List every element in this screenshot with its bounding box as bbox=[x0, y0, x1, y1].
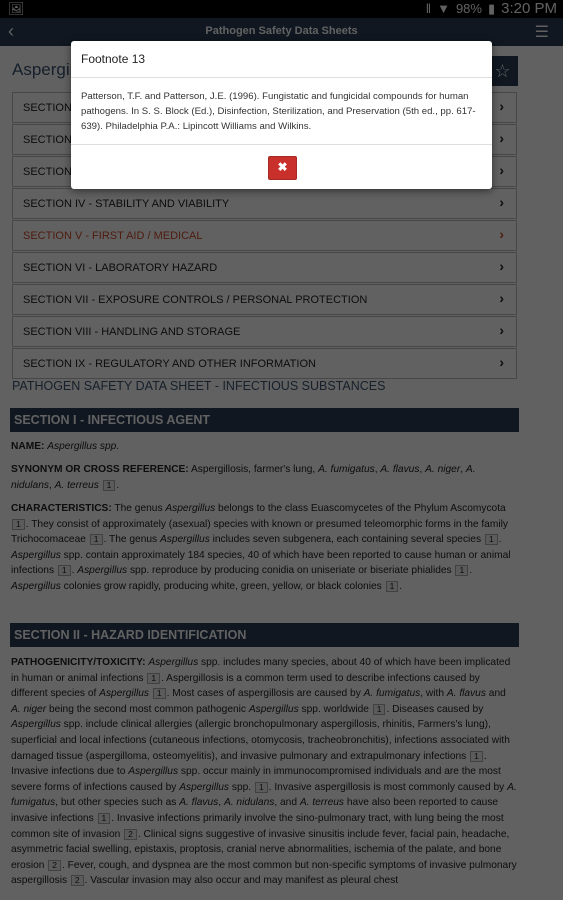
close-icon: ✖ bbox=[277, 160, 288, 174]
divider bbox=[71, 77, 492, 78]
divider bbox=[71, 144, 492, 145]
footnote-dialog bbox=[71, 41, 492, 189]
close-button[interactable] bbox=[268, 156, 297, 180]
footnote-text: Patterson, T.F. and Patterson, J.E. (1996). Fungistatic and fungicidal compounds for human pathogens. In S. S. Block (Ed.), Disinfection, Sterilization, and Preservation (5th ed., pp. 617-639). Philadelphia P.A.: Lipincott Williams and Wilkins. bbox=[81, 91, 476, 132]
dialog-title: Footnote 13 bbox=[81, 52, 146, 66]
